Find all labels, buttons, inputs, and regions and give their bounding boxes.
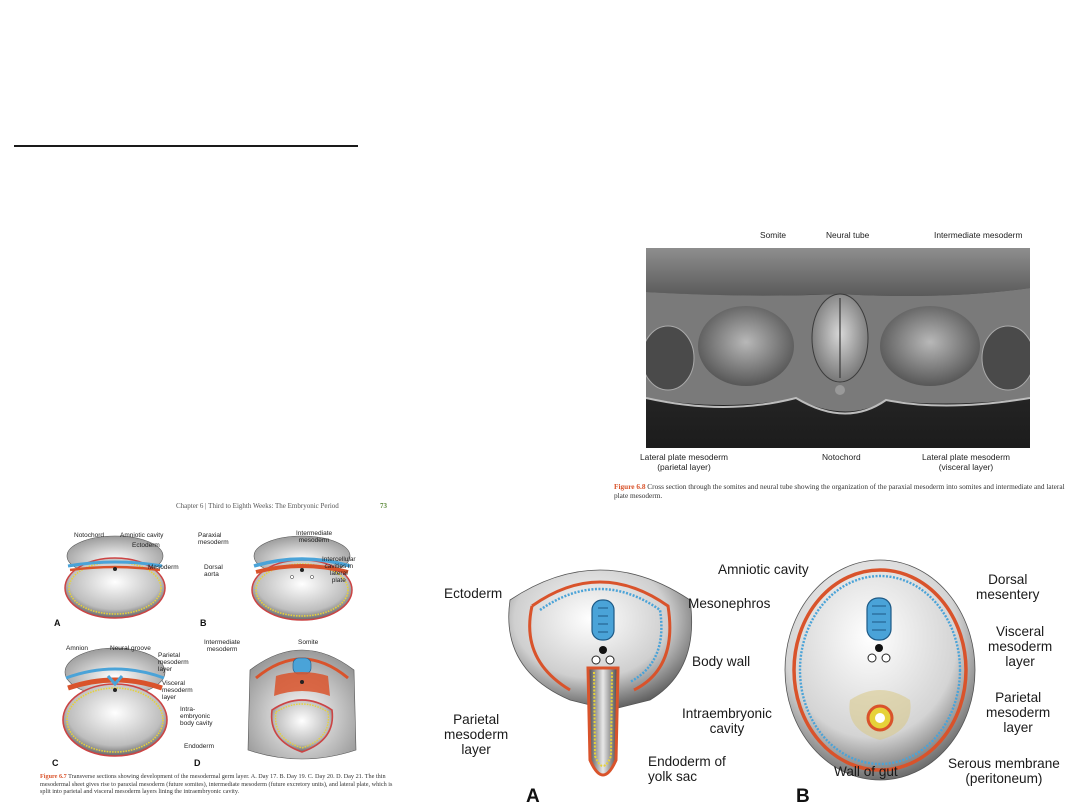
label-wall-of-gut-big: Wall of gut (834, 764, 898, 779)
diagram-letter-b: B (796, 786, 810, 807)
label-paraxial-b: Paraxial mesoderm (198, 532, 229, 546)
figure-6-8-caption (614, 482, 1070, 500)
label-endoderm-yolk-big: Endoderm of yolk sac (648, 754, 726, 784)
label-endoderm-d: Endoderm (184, 743, 214, 750)
panel-c-drawing (63, 648, 167, 756)
chapter-header-text: Chapter 6 | Third to Eighth Weeks: The Embryonic Period (176, 502, 339, 510)
diagram-letter-a: A (526, 786, 540, 807)
label-somite-d: Somite (298, 639, 319, 646)
label-neural-groove-c: Neural groove (110, 645, 151, 652)
label-parietal-c: Parietal mesoderm layer (158, 652, 189, 673)
panel-letter-a: A (54, 618, 61, 628)
label-intra-c: Intra- embryonic body cavity (180, 706, 213, 727)
label-dorsal-mesentery-big: Dorsal mesentery (976, 572, 1040, 602)
label-parietal-right-big: Parietal mesoderm layer (986, 690, 1051, 735)
label-body-wall-big: Body wall (692, 654, 751, 669)
diagram-b (785, 560, 975, 780)
label-intercellular-b: Intercellular cavities in lateral plate (322, 556, 356, 584)
figure-6-8 (610, 226, 1070, 506)
label-dorsal-aorta-b: Dorsal aorta (204, 564, 223, 578)
panel-letter-c: C (52, 758, 59, 768)
label-amnion-c: Amnion (66, 645, 89, 652)
label-somite-sem: Somite (760, 230, 787, 240)
figure-6-8-caption-text: Cross section through the somites and neural tube showing the organization of the paraxial mesoderm into somites and intermediate and lateral plate mesoderm. (614, 482, 1065, 500)
label-mesoderm-a: Mesoderm (148, 564, 179, 571)
label-visceral-c: Visceral mesoderm layer (162, 680, 193, 701)
panel-letter-b: B (200, 618, 207, 628)
panel-letter-d: D (194, 758, 201, 768)
title-underline (14, 145, 358, 147)
figure-6-8-caption-label: Figure 6.8 (614, 482, 646, 491)
label-ectoderm-big: Ectoderm (444, 586, 503, 601)
figure-6-7-caption-text: Transverse sections showing development of the mesodermal germ layer. A. Day 17. B. Day 19. C. Day 20. D. Day 21. The thin mesodermal sheet gives rise to paraxial mesoderm (future somites), intermediate mesoderm (future excretory units), and lateral plate, which is split into parietal and visceral mesoderm layers lining the intraembryonic cavity. (40, 773, 393, 796)
figure-6-7-caption-label: Figure 6.7 (40, 773, 67, 780)
label-lateral-visceral-sem: Lateral plate mesoderm (visceral layer) (922, 452, 1010, 472)
label-amniotic-cavity-a: Amniotic cavity (120, 532, 164, 539)
label-intermediate-sem: Intermediate mesoderm (934, 230, 1023, 240)
label-ectoderm-a: Ectoderm (132, 542, 160, 549)
label-lateral-parietal-sem: Lateral plate mesoderm (parietal layer) (640, 452, 728, 472)
label-parietal-left-big: Parietal mesoderm layer (444, 712, 509, 757)
label-visceral-big: Visceral mesoderm layer (988, 624, 1053, 669)
label-intraembryonic-big: Intraembryonic cavity (682, 706, 772, 736)
label-notochord-sem: Notochord (822, 452, 861, 462)
panel-d-drawing (248, 650, 356, 759)
label-intermediate-d: Intermediate mesoderm (204, 639, 241, 653)
label-mesonephros-big: Mesonephros (688, 596, 771, 611)
label-neural-tube-sem: Neural tube (826, 230, 870, 240)
label-intermediate-b: Intermediate mesoderm (296, 530, 333, 544)
sem-micrograph (646, 248, 1030, 448)
label-serous-membrane-big: Serous membrane (peritoneum) (948, 756, 1060, 786)
figure-6-7-caption (40, 773, 396, 796)
label-notochord-a: Notochord (74, 532, 104, 539)
page-number: 73 (380, 502, 387, 510)
body-cavity-diagram (420, 550, 1080, 810)
diagram-a (509, 570, 692, 775)
label-amniotic-cavity-big: Amniotic cavity (718, 562, 809, 577)
figure-6-7 (40, 500, 396, 806)
